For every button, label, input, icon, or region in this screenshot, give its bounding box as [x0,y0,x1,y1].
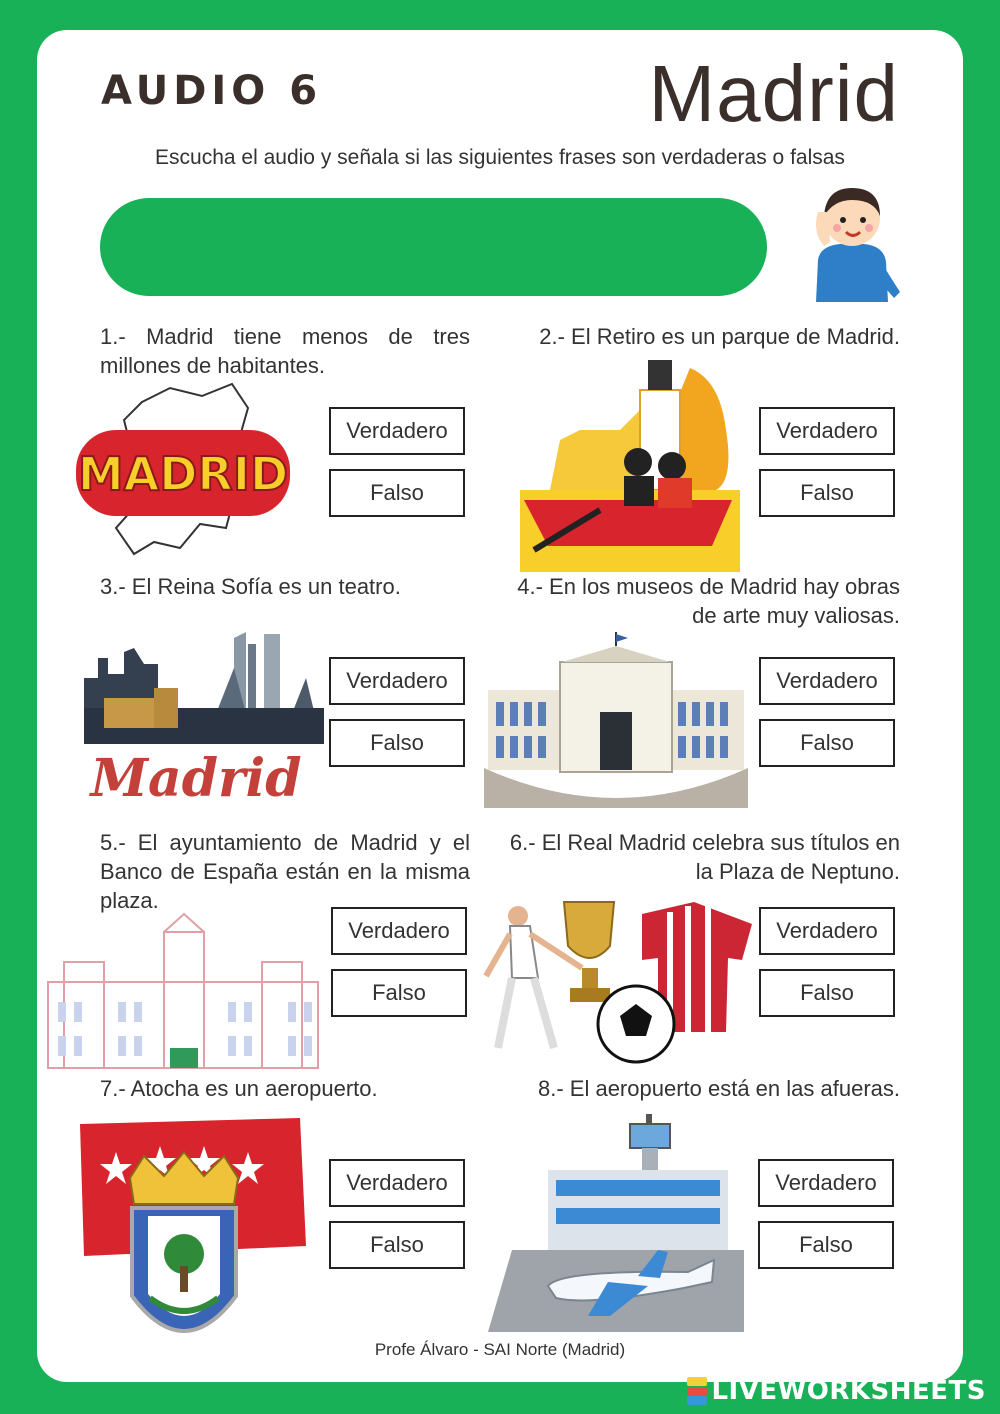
question-2-text: 2.- El Retiro es un parque de Madrid. [539,324,900,349]
audio-title: AUDIO 6 [101,68,323,114]
page-title: Madrid [648,49,899,138]
liveworksheets-logo[interactable] [687,1374,986,1408]
liveworksheets-mark-icon [687,1377,707,1405]
q4-verdadero-button[interactable]: Verdadero [759,657,895,705]
question-8-text: 8.- El aeropuerto está en las afueras. [538,1076,900,1101]
retiro-park-illustration [520,350,740,572]
brand-name: LIVEWORKSHEETS [711,1376,986,1406]
q4-falso-button[interactable]: Falso [759,719,895,767]
q7-verdadero-button[interactable]: Verdadero [329,1159,465,1207]
audio-player[interactable] [100,198,767,296]
question-1-text: 1.- Madrid tiene menos de tres millones de habitantes. [100,324,470,378]
q7-falso-button[interactable]: Falso [329,1221,465,1269]
q2-falso-button[interactable]: Falso [759,469,895,517]
prado-museum-illustration [482,632,750,808]
madrid-map-logo-illustration [72,378,292,560]
listening-boy-icon [800,182,904,302]
question-5-text: 5.- El ayuntamiento de Madrid y el Banco de España están en la misma plaza. [100,830,470,913]
q6-verdadero-button[interactable]: Verdadero [759,907,895,955]
q6-falso-button[interactable]: Falso [759,969,895,1017]
question-7-text: 7.- Atocha es un aeropuerto. [100,1076,378,1101]
q8-falso-button[interactable]: Falso [758,1221,894,1269]
q5-falso-button[interactable]: Falso [331,969,467,1017]
madrid-logo-text: MADRID [77,447,289,501]
q5-verdadero-button[interactable]: Verdadero [331,907,467,955]
q8-verdadero-button[interactable]: Verdadero [758,1159,894,1207]
instructions-text: Escucha el audio y señala si las siguientes frases son verdaderas o falsas [155,146,845,169]
q1-falso-button[interactable]: Falso [329,469,465,517]
madrid-skyline-illustration [84,628,324,810]
q3-verdadero-button[interactable]: Verdadero [329,657,465,705]
football-celebration-illustration [482,898,758,1066]
question-4-text: 4.- En los museos de Madrid hay obras de arte muy valiosas. [517,574,900,628]
question-3-text: 3.- El Reina Sofía es un teatro. [100,574,401,599]
question-6-text: 6.- El Real Madrid celebra sus títulos en la Plaza de Neptuno. [509,830,900,884]
madrid-flag-coat-of-arms-illustration [74,1116,308,1366]
madrid-script-text: Madrid [90,748,302,809]
q1-verdadero-button[interactable]: Verdadero [329,407,465,455]
footer-credit: Profe Álvaro - SAI Norte (Madrid) [374,1340,626,1359]
q3-falso-button[interactable]: Falso [329,719,465,767]
city-hall-palace-illustration [44,912,322,1072]
airport-illustration [488,1110,744,1332]
q2-verdadero-button[interactable]: Verdadero [759,407,895,455]
